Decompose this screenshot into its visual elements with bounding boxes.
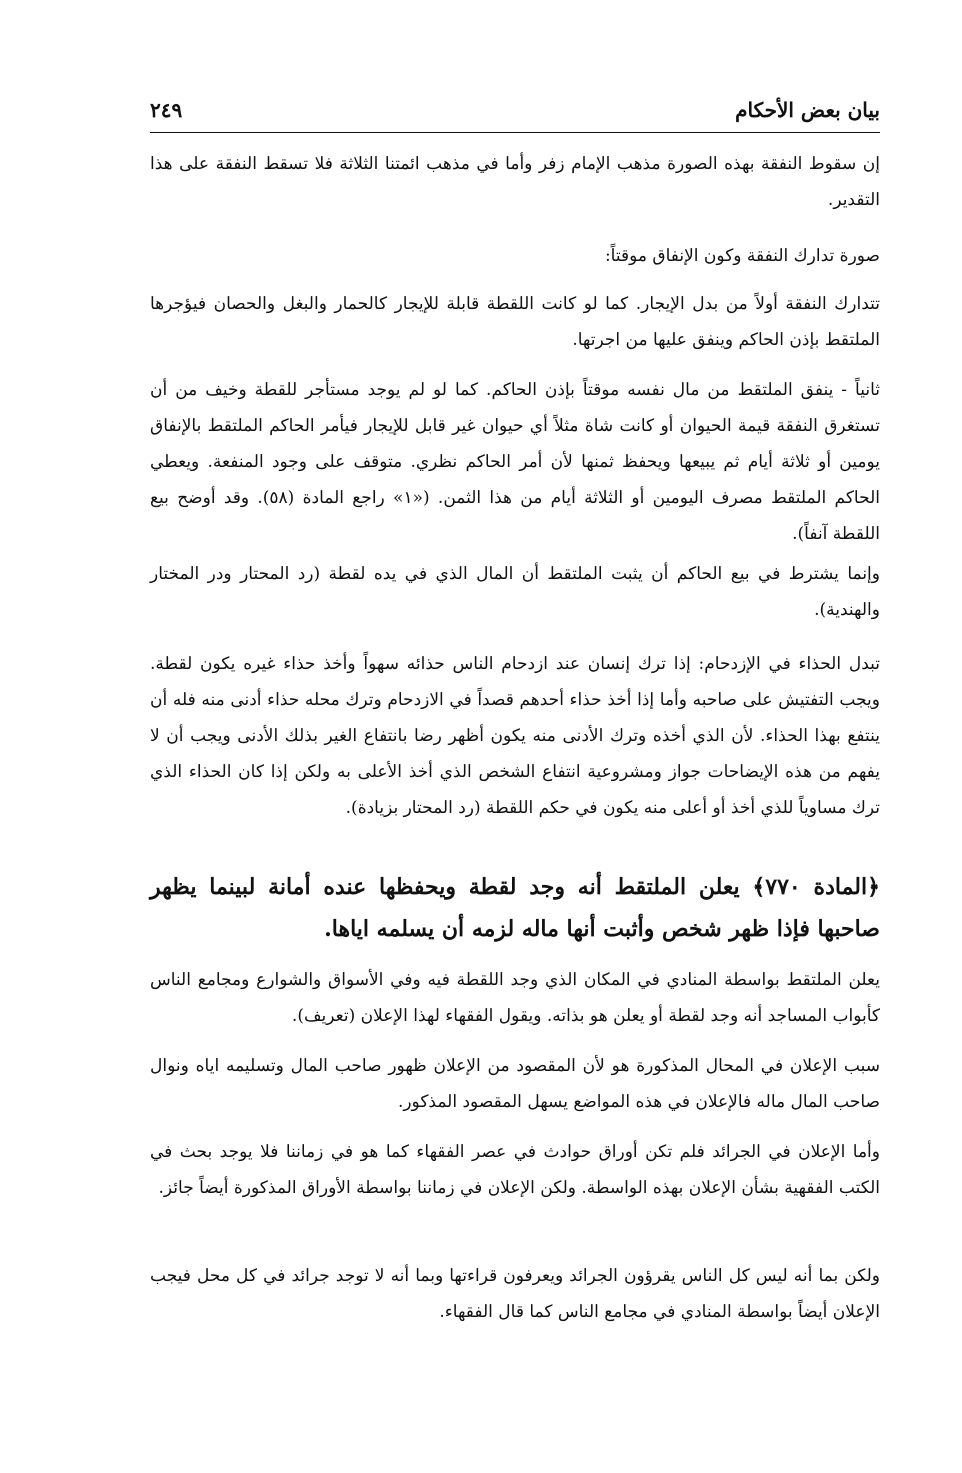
- subheading-tadaruk: صورة تدارك النفقة وكون الإنفاق موقتاً:: [604, 246, 880, 266]
- paragraph-hidha: تبدل الحذاء في الإزدحام: إذا ترك إنسان عند ازدحام الناس حذائه سهواً وأخذ حذاء غيره يكون لقطة. ويجب التفتيش على صاحبه وأما إذا أخذ حذاء أحدهم قصداً في الازدحام وترك محله حذاء أدنى منه فله أن ينتفع بهذا الحذاء. لأن الذي أخذه وترك الأدنى منه يكون أظهر رضا بانتفاع الغير بذلك الأدنى ويجب أن لا يفهم من هذه الإيضاحات جواز ومشروعية انتفاع الشخص الذي أخذ الأعلى به ولكن إذا كان الحذاء الذي ترك مساوياً للذي أخذ أو أعلى منه يكون في حكم اللقطة (رد المحتار بزيادة).: [150, 654, 880, 818]
- header-title: بيان بعض الأحكام: [735, 98, 880, 122]
- page-number: ٢٤٩: [150, 98, 183, 122]
- paragraph-sabab-ilan: سبب الإعلان في المحال المذكورة هو لأن المقصود من الإعلان ظهور صاحب المال وتسليمه اياه ونوال صاحب المال ماله فالإعلان في هذه المواضع يسهل المقصود المذكور.: [150, 1056, 880, 1112]
- paragraph-ijar: تتدارك النفقة أولاً من بدل الإيجار. كما لو كانت اللقطة قابلة للإيجار كالحمار والبغل والحصان فيؤجرها الملتقط بإذن الحاكم وينفق عليها من اجرتها.: [150, 294, 880, 350]
- paragraph-ilan-munadi: يعلن الملتقط بواسطة المنادي في المكان الذي وجد اللقطة فيه وفي الأسواق والشوارع ومجامع الناس كأبواب المساجد أنه وجد لقطة أو يعلن هو بذاته. ويقول الفقهاء لهذا الإعلان (تعريف).: [150, 970, 880, 1026]
- paragraph-bay-al-hakim: وإنما يشترط في بيع الحاكم أن يثبت الملتقط أن المال الذي في يده لقطة (رد المحتار ودر المختار والهندية).: [150, 564, 880, 620]
- paragraph-thaniyan: ثانياً - ينفق الملتقط من مال نفسه موقتاً بإذن الحاكم. كما لو لم يوجد مستأجر للقطة وخيف من أن تستغرق النفقة قيمة الحيوان أو كانت شاة مثلاً أي حيوان غير قابل للإيجار فيأمر الحاكم الملتقط بالإنفاق يومين أو ثلاثة أيام ثم يبيعها ويحفظ ثمنها لأن أمر الحاكم نظري. متوقف على وجود المنفعة. ويعطي الحاكم الملتقط مصرف اليومين أو الثلاثة أيام من هذا الثمن. («١» راجع المادة (٥٨). وقد أوضح بيع اللقطة آنفاً).: [150, 380, 880, 544]
- running-header: [150, 96, 880, 130]
- paragraph-majami: ولكن بما أنه ليس كل الناس يقرؤون الجرائد ويعرفون قراءتها وبما أنه لا توجد جرائد في كل محل فيجب الإعلان أيضاً بواسطة المنادي في مجامع الناس كما قال الفقهاء.: [150, 1266, 880, 1322]
- article-770-heading: ﴿المادة ٧٧٠﴾ يعلن الملتقط أنه وجد لقطة ويحفظها عنده أمانة لبينما يظهر صاحبها فإذا ظهر شخص وأثبت أنها ماله لزمه أن يسلمه اياها.: [150, 874, 880, 942]
- paragraph-jaraid: وأما الإعلان في الجرائد فلم تكن أوراق حوادث في عصر الفقهاء كما هو في زماننا فلا يوجد بحث في الكتب الفقهية بشأن الإعلان بهذه الواسطة. ولكن الإعلان في زماننا بواسطة الأوراق المذكورة أيضاً جائز.: [150, 1142, 880, 1198]
- paragraph-nafaqa-suqut: إن سقوط النفقة بهذه الصورة مذهب الإمام زفر وأما في مذهب ائمتنا الثلاثة فلا تسقط النفقة على هذا التقدير.: [150, 154, 880, 210]
- header-rule: [150, 132, 880, 133]
